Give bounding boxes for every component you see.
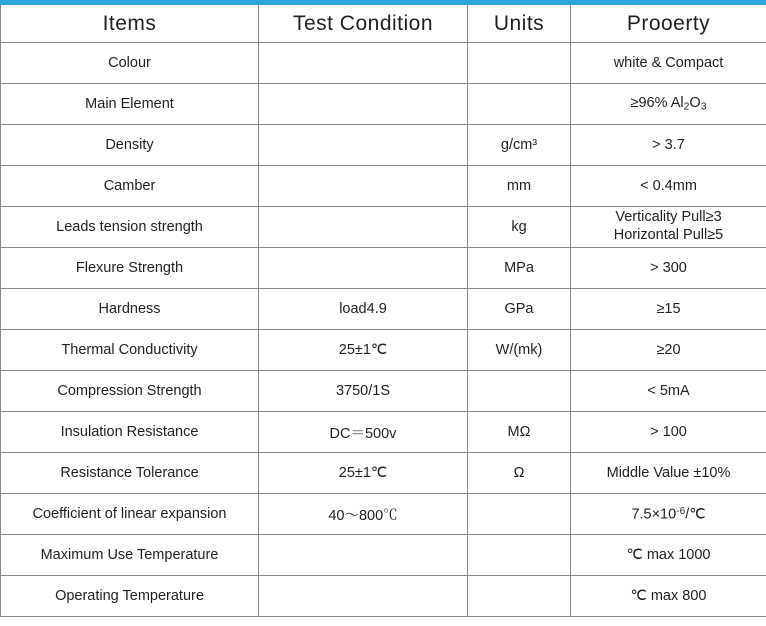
cell-property bbox=[571, 84, 766, 125]
cell-item: Operating Temperature bbox=[1, 576, 259, 617]
cell-units: W/(mk) bbox=[468, 330, 571, 371]
cell-units bbox=[468, 84, 571, 125]
cte-prefix: 7.5×10 bbox=[631, 506, 677, 523]
table-header-row bbox=[1, 5, 766, 43]
cell-units bbox=[468, 371, 571, 412]
cell-condition bbox=[259, 207, 468, 248]
leads-line-2: Horizontal Pull≥5 bbox=[613, 227, 724, 243]
table-row bbox=[1, 576, 766, 617]
cell-condition: 3750/1S bbox=[259, 371, 468, 412]
cell-property: > 3.7 bbox=[571, 125, 766, 166]
table-row bbox=[1, 248, 766, 289]
table-row bbox=[1, 207, 766, 248]
cell-item: Density bbox=[1, 125, 259, 166]
cell-property: Middle Value ±10% bbox=[571, 453, 766, 494]
cell-property: ≥20 bbox=[571, 330, 766, 371]
cell-property: white & Compact bbox=[571, 43, 766, 84]
cell-condition bbox=[259, 248, 468, 289]
cell-condition bbox=[259, 535, 468, 576]
cell-condition bbox=[259, 576, 468, 617]
table-row bbox=[1, 453, 766, 494]
cell-item: Leads tension strength bbox=[1, 207, 259, 248]
cell-units: mm bbox=[468, 166, 571, 207]
column-header-units: Units bbox=[468, 5, 571, 43]
cell-property bbox=[571, 207, 766, 248]
cell-item: Main Element bbox=[1, 84, 259, 125]
cell-property: < 5mA bbox=[571, 371, 766, 412]
cell-condition: load4.9 bbox=[259, 289, 468, 330]
cell-condition bbox=[259, 84, 468, 125]
cell-property: < 0.4mm bbox=[571, 166, 766, 207]
cte-exponent: -6 bbox=[676, 505, 686, 517]
cell-item: Resistance Tolerance bbox=[1, 453, 259, 494]
cell-units: Ω bbox=[468, 453, 571, 494]
cell-property: > 300 bbox=[571, 248, 766, 289]
main-element-sub1: 2 bbox=[683, 101, 690, 113]
cell-units bbox=[468, 576, 571, 617]
cell-condition: DC＝500v bbox=[259, 412, 468, 453]
leads-line-1: Verticality Pull≥3 bbox=[615, 209, 722, 226]
cell-units bbox=[468, 535, 571, 576]
cell-units: MΩ bbox=[468, 412, 571, 453]
table-row bbox=[1, 166, 766, 207]
cell-item: Compression Strength bbox=[1, 371, 259, 412]
main-element-prefix: ≥96% Al bbox=[630, 95, 684, 112]
cell-item: Coefficient of linear expansion bbox=[1, 494, 259, 535]
main-element-sub2: 3 bbox=[700, 101, 707, 113]
table-row bbox=[1, 84, 766, 125]
main-element-mid: O bbox=[689, 95, 701, 112]
column-header-test-condition: Test Condition bbox=[259, 5, 468, 43]
cell-condition: 40～800℃ bbox=[259, 494, 468, 535]
cell-condition bbox=[259, 125, 468, 166]
cell-units: MPa bbox=[468, 248, 571, 289]
cell-property: ℃ max 1000 bbox=[571, 535, 766, 576]
cell-item: Flexure Strength bbox=[1, 248, 259, 289]
cte-suffix: /℃ bbox=[685, 506, 706, 523]
table-row bbox=[1, 43, 766, 84]
cell-item: Camber bbox=[1, 166, 259, 207]
table-row bbox=[1, 289, 766, 330]
column-header-items: Items bbox=[1, 5, 259, 43]
cell-property: ≥15 bbox=[571, 289, 766, 330]
cell-property: ℃ max 800 bbox=[571, 576, 766, 617]
cell-condition bbox=[259, 43, 468, 84]
cell-property bbox=[571, 494, 766, 535]
cell-property: > 100 bbox=[571, 412, 766, 453]
column-header-property: Prooerty bbox=[571, 5, 766, 43]
table-row bbox=[1, 535, 766, 576]
cell-item: Insulation Resistance bbox=[1, 412, 259, 453]
cell-condition: 25±1℃ bbox=[259, 453, 468, 494]
table-row bbox=[1, 494, 766, 535]
cell-units: kg bbox=[468, 207, 571, 248]
cell-item: Maximum Use Temperature bbox=[1, 535, 259, 576]
cell-units bbox=[468, 494, 571, 535]
table-row bbox=[1, 371, 766, 412]
cell-units: g/cm³ bbox=[468, 125, 571, 166]
cell-item: Colour bbox=[1, 43, 259, 84]
cell-condition: 25±1℃ bbox=[259, 330, 468, 371]
table-row bbox=[1, 412, 766, 453]
cell-units: GPa bbox=[468, 289, 571, 330]
table-row bbox=[1, 125, 766, 166]
cell-condition bbox=[259, 166, 468, 207]
specification-table bbox=[0, 5, 766, 617]
cell-units bbox=[468, 43, 571, 84]
table-row bbox=[1, 330, 766, 371]
cell-item: Hardness bbox=[1, 289, 259, 330]
cell-item: Thermal Conductivity bbox=[1, 330, 259, 371]
